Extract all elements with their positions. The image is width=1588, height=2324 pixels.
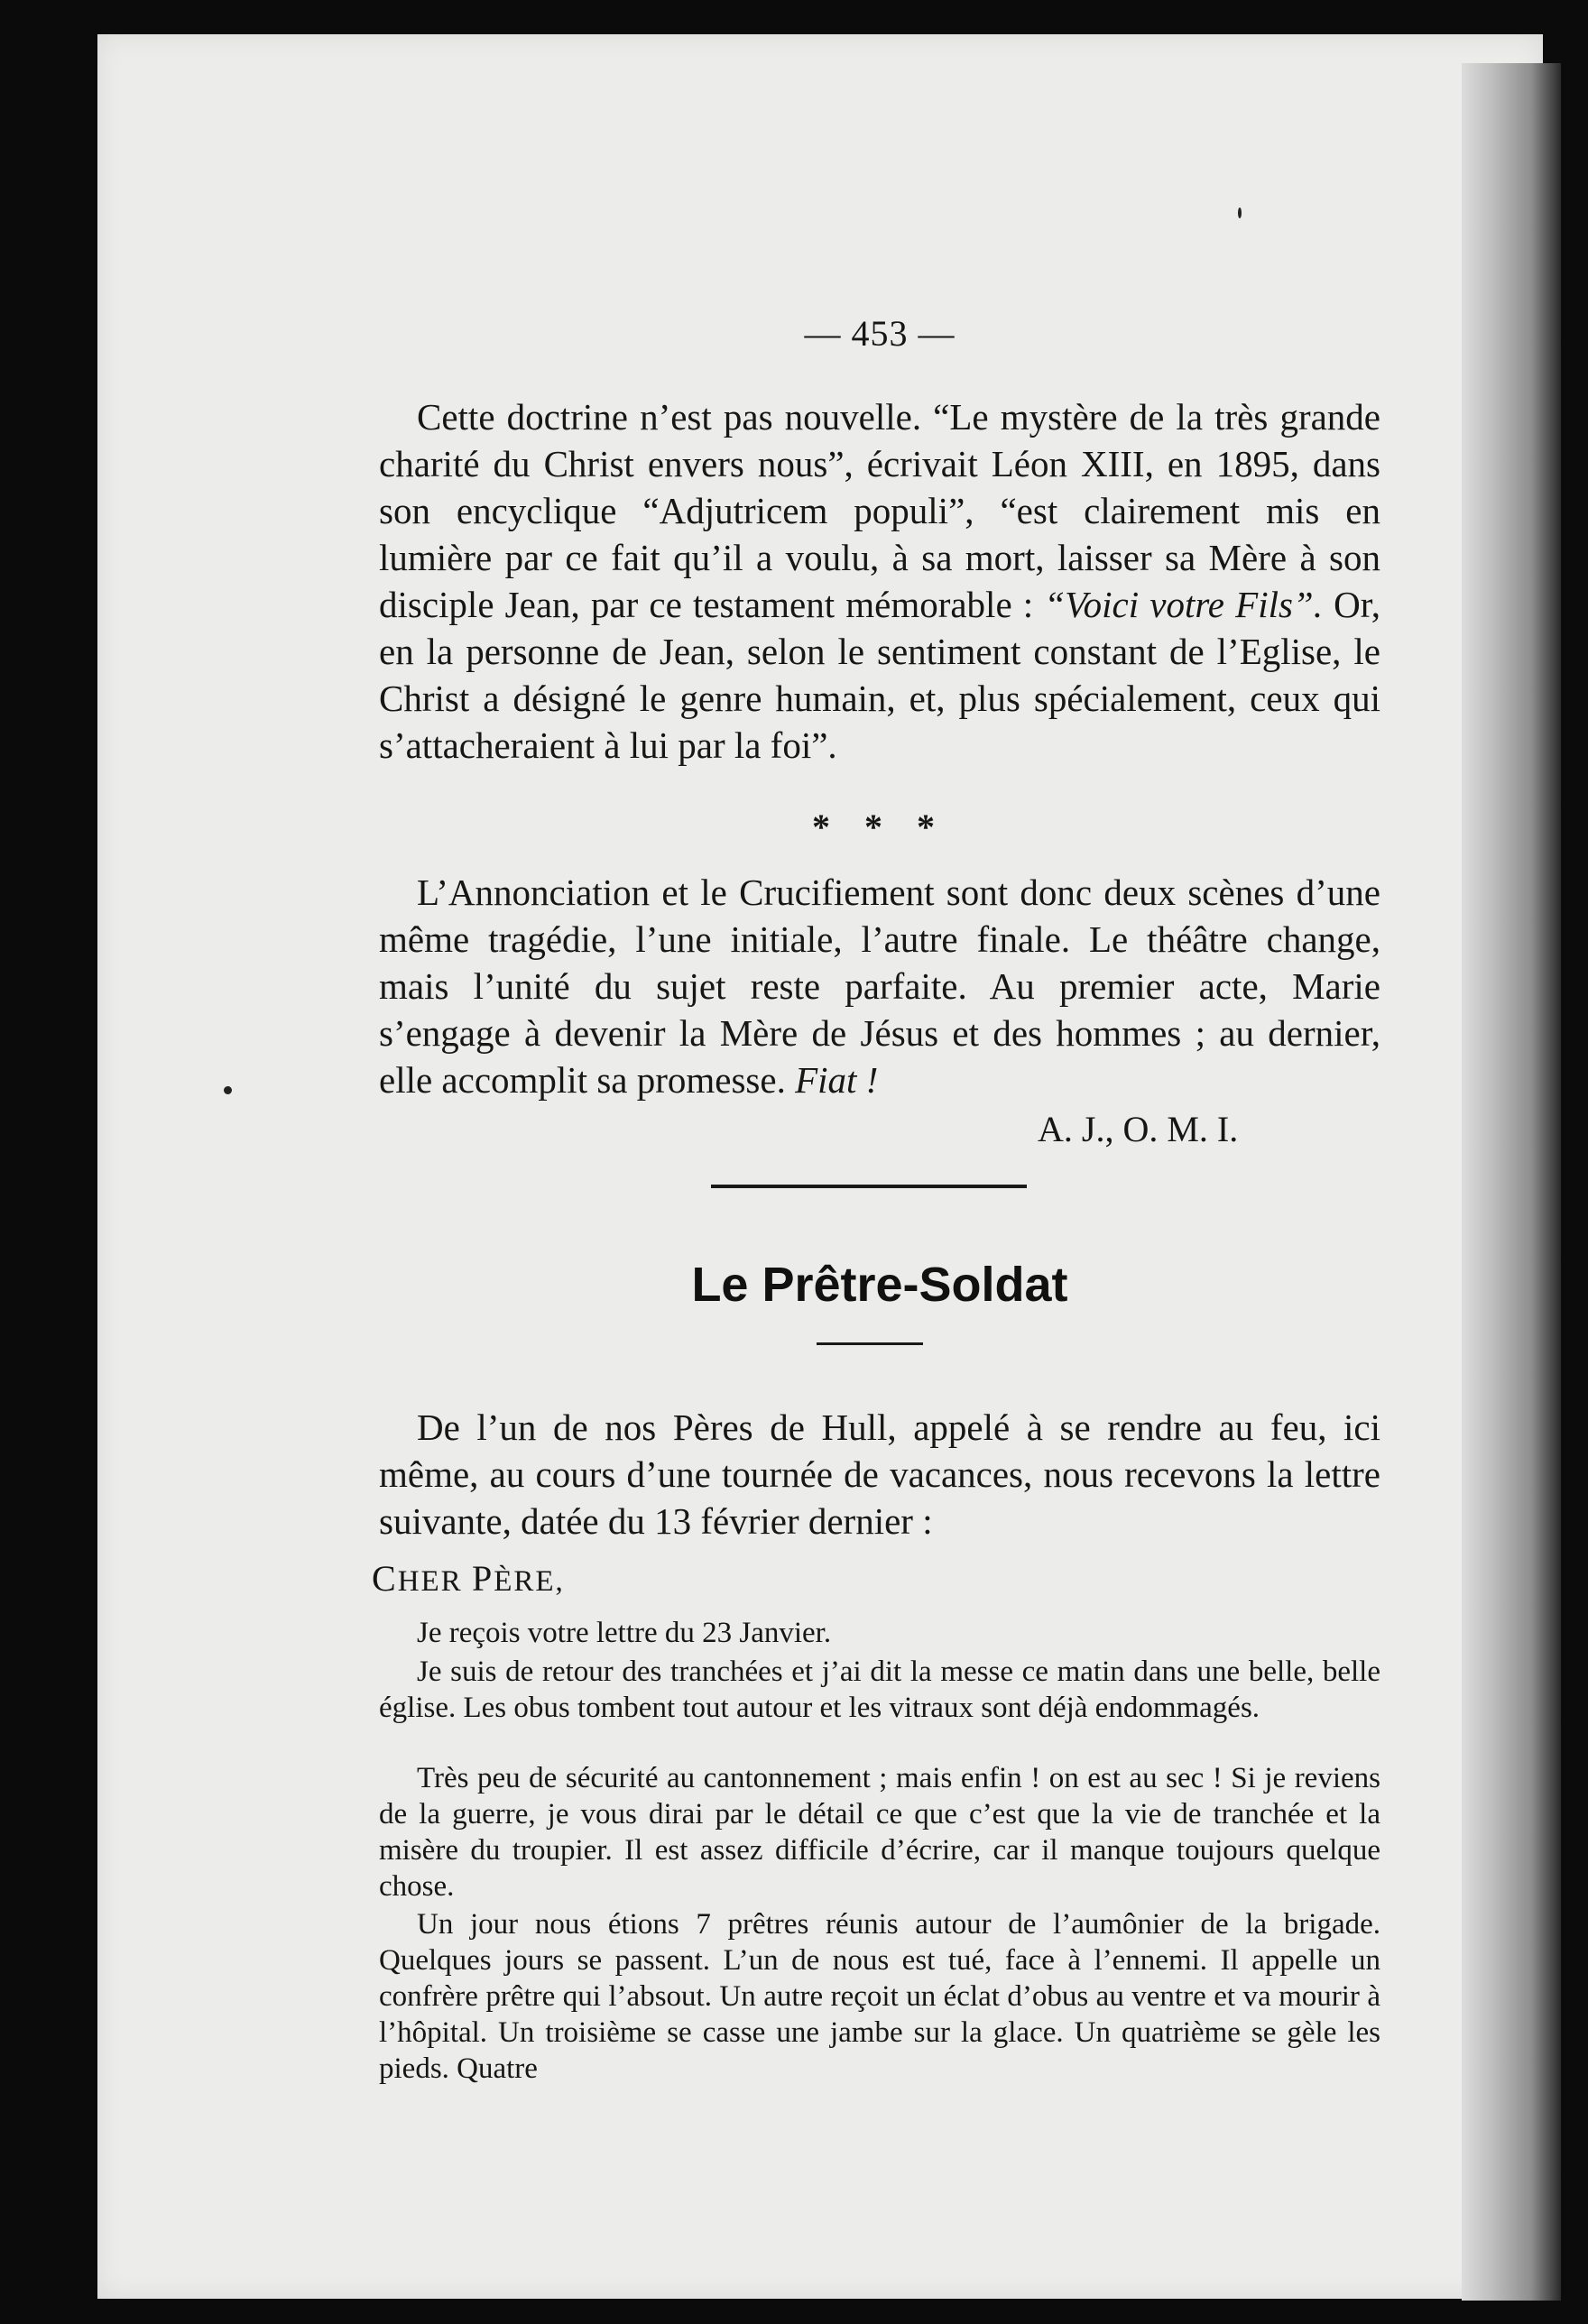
ink-speck bbox=[224, 1086, 232, 1094]
quote-voici-votre-fils: “Voici votre Fils”. bbox=[1044, 584, 1323, 625]
section-separator-stars: * * * bbox=[812, 807, 947, 847]
letter-paragraph-2: Je suis de retour des tranchées et j’ai dit la messe ce matin dans une belle, belle église. Les obus tombent tout autour et les vitraux sont déjà endommagés. bbox=[379, 1655, 1380, 1724]
salutation-cap-p: P bbox=[471, 1558, 494, 1599]
letter-salutation bbox=[372, 1557, 565, 1600]
book-page bbox=[97, 34, 1543, 2299]
paragraph-doctrine bbox=[379, 393, 1380, 769]
paragraph-annonciation bbox=[379, 869, 1380, 1103]
paragraph-doctrine-text: Cette doctrine n’est pas nouvelle. “Le mystère de la très grande charité du Christ envers nous”, écrivait Léon XIII, en 1895, dans son encyclique “Adjutricem populi”, “est clairement mis en lumière par ce fait qu’il a voulu, à sa mort, laisser sa Mère à son disciple Jean, par ce testament mémorable : bbox=[379, 396, 1380, 625]
ink-speck bbox=[1238, 208, 1242, 218]
letter-paragraph-3: Très peu de sécurité au cantonnement ; mais enfin ! on est au sec ! Si je reviens de la guerre, je vous dirai par le détail ce que c’est que la vie de tranchée et la misère du troupier. Il est assez difficile d’écrire, car il manque toujours quelque chose. bbox=[379, 1762, 1380, 1903]
salutation-word-1: HER bbox=[397, 1565, 472, 1598]
page-edge-shadow bbox=[1462, 63, 1561, 2301]
salutation-cap-c: C bbox=[372, 1558, 398, 1599]
page-number: — 453 — bbox=[804, 313, 956, 354]
paragraph-doctrine-end: Or, en la personne de Jean, selon le sentiment constant de l’Eglise, le Christ a désigné le genre humain, et, plus spécialement, ceux qui s’attacheraient à lui par la foi”. bbox=[379, 584, 1381, 766]
letter-line-1: Je reçois votre lettre du 23 Janvier. bbox=[417, 1617, 832, 1649]
signature: A. J., O. M. I. bbox=[1038, 1109, 1239, 1149]
fiat-text: Fiat ! bbox=[795, 1059, 879, 1101]
paragraph-intro: De l’un de nos Pères de Hull, appelé à se rendre au feu, ici même, au cours d’une tournée de vacances, nous recevons la lettre suivante, datée du 13 février dernier : bbox=[379, 1406, 1380, 1542]
article-title: Le Prêtre-Soldat bbox=[691, 1258, 1068, 1312]
letter-paragraph-4: Un jour nous étions 7 prêtres réunis autour de l’aumônier de la brigade. Quelques jours se passent. L’un de nous est tué, face à l’ennemi. Il appelle un confrère prêtre qui l’absout. Un autre reçoit un éclat d’obus au ventre et va mourir à l’hôpital. Un troisième se casse une jambe sur la glace. Un quatrième se gèle les pieds. Quatre bbox=[379, 1908, 1380, 2085]
paragraph-annonciation-text: L’Annonciation et le Crucifiement sont donc deux scènes d’une même tragédie, l’une initiale, l’autre finale. Le théâtre change, mais l’unité du sujet reste parfaite. Au premier acte, Marie s’engage à devenir la Mère de Jésus et des hommes ; au dernier, elle accomplit sa promesse. bbox=[379, 872, 1380, 1101]
salutation-word-2: ÈRE, bbox=[494, 1565, 565, 1598]
title-underline bbox=[817, 1342, 923, 1345]
section-rule bbox=[711, 1185, 1027, 1188]
